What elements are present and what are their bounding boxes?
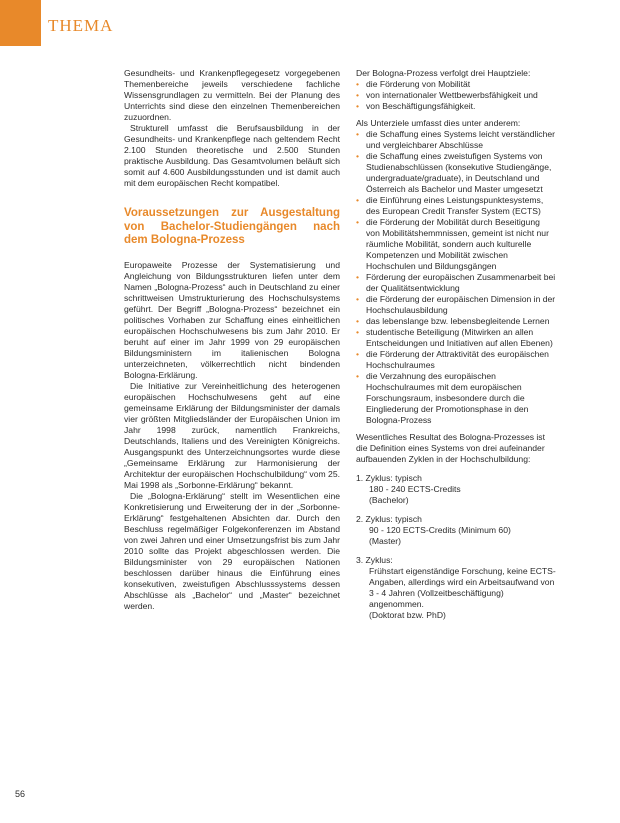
- cycle-3: [356, 555, 556, 621]
- cycle-detail: Frühstart eigenständige Forschung, keine ECTS-Angaben, allerdings wird ein Arbeitsaufwand von 3 - 4 Jahren (Vollzeitbeschäftigung) angenommen.: [369, 566, 556, 609]
- list-item: • das lebenslange bzw. lebensbegleitende Lernen: [356, 316, 556, 327]
- goals-intro: Der Bologna-Prozess verfolgt drei Hauptziele:: [356, 68, 531, 78]
- sub-goals-list: [356, 129, 556, 426]
- list-item: • die Förderung der Attraktivität des europäischen Hochschulraumes: [356, 349, 556, 371]
- section-color-block: [0, 0, 41, 46]
- left-column: [124, 68, 340, 612]
- list-item: • von internationaler Wettbewerbsfähigkeit und: [356, 90, 556, 101]
- list-item: • studentische Beteiligung (Mitwirken an allen Entscheidungen und Initiativen auf allen Ebenen): [356, 327, 556, 349]
- right-column: [356, 68, 556, 621]
- cycle-degree: (Doktorat bzw. PhD): [369, 610, 446, 620]
- goals-list: [356, 79, 556, 112]
- page-number: 56: [15, 789, 26, 799]
- body-paragraph-1: Europaweite Prozesse der Systematisierung und Angleichung von Bildungsstrukturen liefen unter dem Namen „Bologna-Prozess“ auch in Deutschland zu einer schrittweisen Umstrukturierung des Hochschulsystems geführt. Der Begriff „Bologna-Prozess“ bezeichnet ein politisches Vorhaben zur Schaffung eines einheitlichen europäischen Hochschulwesens bis zum Jahr 2010. Er beruht auf einer im Jahr 1999 von 29 europäischen Bildungsministern im italienischen Bologna unterzeichneten, völkerrechtlich nicht bindenden Bologna-Erklärung.: [124, 259, 340, 380]
- list-item: • von Beschäftigungsfähigkeit.: [356, 101, 556, 112]
- list-item: • die Förderung von Mobilität: [356, 79, 556, 90]
- cycle-title: 1. Zyklus: typisch: [356, 473, 422, 483]
- intro-paragraph-2: Strukturell umfasst die Berufsausbildung in der Gesundheits- und Krankenpflege nach geltendem Recht 2.100 Stunden theoretische und 2.500 Stunden praktische Ausbildung. Das Gesamtvolumen beläuft sich somit auf 4.600 Ausbildungsstunden und ist damit auch mit dem europäischen Recht kompatibel.: [124, 123, 340, 188]
- section-label: THEMA: [48, 16, 114, 35]
- list-item: • die Einführung eines Leistungspunktesystems, des European Credit Transfer System (ECTS): [356, 195, 556, 217]
- body-paragraph-2: Die Initiative zur Vereinheitlichung des heterogenen europäischen Hochschulwesens geht auf eine gemeinsame Erklärung der Bildungsminister der damals vier größten Mitgliedsländer der Europäischen Union im Jahr 1998 zurück, namentlich Frankreichs, Deutschlands, Italiens und des Vereinigten Königreichs. Ausgangspunkt des Unterzeichnungsortes wurde diese „Gemeinsame Erklärung zur Harmonisierung der Architektur der europäischen Hochschulbildung“ vom 25. Mai 1998 als „Sorbonne-Erklärung“ bekannt.: [124, 380, 340, 490]
- list-item: • die Förderung der Mobilität durch Beseitigung von Mobilitätshemmnissen, gemeint ist nicht nur räumliche Mobilität, sondern auch kulturelle Kompetenzen und Mobilität zwischen Hochschulen und Bildungsgängen: [356, 217, 556, 272]
- intro-paragraph-1: Gesundheits- und Krankenpflegegesetz vorgegebenen Themenbereiche jeweils verschiedene fachliche Wissensgrundlagen zu vermitteln. Bei der Planung des Unterrichts sind diese den einzelnen Themenbereichen zuzuordnen.: [124, 68, 340, 122]
- sub-goals-intro: Als Unterziele umfasst dies unter anderem:: [356, 118, 521, 128]
- cycle-degree: (Bachelor): [369, 495, 409, 505]
- list-item: • die Schaffung eines zweistufigen Systems von Studienabschlüssen (konsekutive Studiengänge, undergraduate/graduate), in Deutschland und Österreich als Bachelor und Master umgesetzt: [356, 151, 556, 195]
- cycle-title: 2. Zyklus: typisch: [356, 514, 422, 524]
- cycle-2: [356, 514, 556, 547]
- cycle-title: 3. Zyklus:: [356, 555, 393, 565]
- list-item: • die Förderung der europäischen Dimension in der Hochschulausbildung: [356, 294, 556, 316]
- list-item: • Förderung der europäischen Zusammenarbeit bei der Qualitätsentwicklung: [356, 272, 556, 294]
- cycle-detail: 180 - 240 ECTS-Credits: [369, 484, 461, 494]
- cycle-degree: (Master): [369, 536, 401, 546]
- result-paragraph: Wesentliches Resultat des Bologna-Prozesses ist die Definition eines Systems von drei aufeinander aufbauenden Zyklen in der Hochschulbildung:: [356, 432, 545, 464]
- cycle-1: [356, 473, 556, 506]
- list-item: • die Schaffung eines Systems leicht verständlicher und vergleichbarer Abschlüsse: [356, 129, 556, 151]
- cycle-detail: 90 - 120 ECTS-Credits (Minimum 60): [369, 525, 511, 535]
- list-item: • die Verzahnung des europäischen Hochschulraumes mit dem europäischen Forschungsraum, insbesondere durch die Eingliederung der Promotionsphase in den Bologna-Prozess: [356, 371, 556, 426]
- section-heading: Voraussetzungen zur Ausgestaltung von Bachelor-Studiengängen nach dem Bologna-Prozess: [124, 207, 340, 246]
- body-paragraph-3: Die „Bologna-Erklärung“ stellt im Wesentlichen eine Konkretisierung und Erweiterung der in der „Sorbonne-Erklärung“ festgehaltenen Absichten dar. Durch den Beschluss regelmäßiger Folgekonferenzen im Abstand von zwei Jahren und einer Umsetzungsfrist bis zum Jahr 2010 sollte das Projekt abgeschlossen werden. Die Bildungsminister von 29 europäischen Nationen beschlossen darüber hinaus die Einführung eines konsekutiven, zweistufigen Abschlusssystems dessen Abschlüsse als „Bachelor“ und „Master“ bezeichnet werden.: [124, 490, 340, 611]
